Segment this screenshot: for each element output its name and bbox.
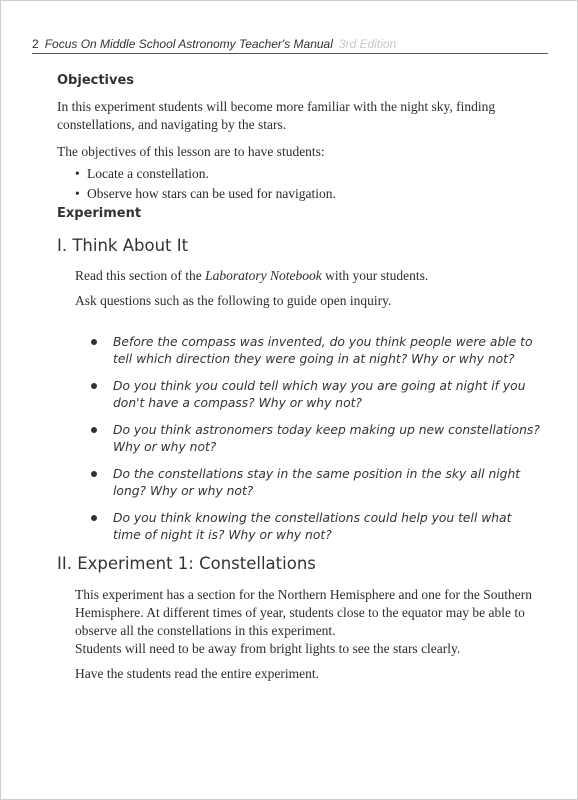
section1-paragraph-2: Ask questions such as the following to guide open inquiry. <box>75 293 392 308</box>
bullet-icon <box>91 471 97 477</box>
section2-paragraph-2: Students will need to be away from bright lights to see the stars clearly. <box>75 641 461 656</box>
book-title: Focus On Middle School Astronomy Teacher's Manual <box>44 37 333 51</box>
section1-paragraph-1: Read this section of the Laboratory Notebook with your students. <box>75 268 429 283</box>
inquiry-question: Do you think knowing the constellations could help you tell what time of night it is? Why or why not? <box>91 510 541 544</box>
inquiry-questions-list <box>91 334 541 554</box>
section2-paragraph-3: Have the students read the entire experiment. <box>75 666 320 681</box>
laboratory-notebook-ref: Laboratory Notebook <box>205 268 322 283</box>
bullet-icon <box>91 339 97 345</box>
objective-item: • Observe how stars can be used for navigation. <box>75 185 336 203</box>
inquiry-question: Do you think you could tell which way you are going at night if you don't have a compass? Why or why not? <box>91 378 541 412</box>
section2-paragraph-1: This experiment has a section for the Northern Hemisphere and one for the Southern Hemisphere. At different times of year, students close to the equator may be able to observe all the constellations in this experiment. <box>75 587 532 638</box>
bullet-icon <box>91 515 97 521</box>
edition-label: 3rd Edition <box>338 37 397 51</box>
bullet-icon <box>91 427 97 433</box>
bullet-icon <box>91 383 97 389</box>
objectives-lead: The objectives of this lesson are to have students: <box>57 144 325 159</box>
objectives-heading: Objectives <box>57 73 135 88</box>
page-number: 2 <box>32 37 39 51</box>
experiment-heading: Experiment <box>57 206 142 221</box>
objective-item: • Locate a constellation. <box>75 165 336 183</box>
inquiry-question: Do you think astronomers today keep making up new constellations? Why or why not? <box>91 422 541 456</box>
objectives-list <box>75 165 336 205</box>
inquiry-question: Do the constellations stay in the same position in the sky all night long? Why or why not? <box>91 466 541 500</box>
running-header <box>32 37 548 54</box>
inquiry-question: Before the compass was invented, do you think people were able to tell which direction they were going in at night? Why or why not? <box>91 334 541 368</box>
section-experiment-constellations-title: II. Experiment 1: Constellations <box>57 554 316 573</box>
section-think-about-it-title: I. Think About It <box>57 236 189 255</box>
objectives-intro: In this experiment students will become more familiar with the night sky, finding constellations, and navigating by the stars. <box>57 99 496 132</box>
